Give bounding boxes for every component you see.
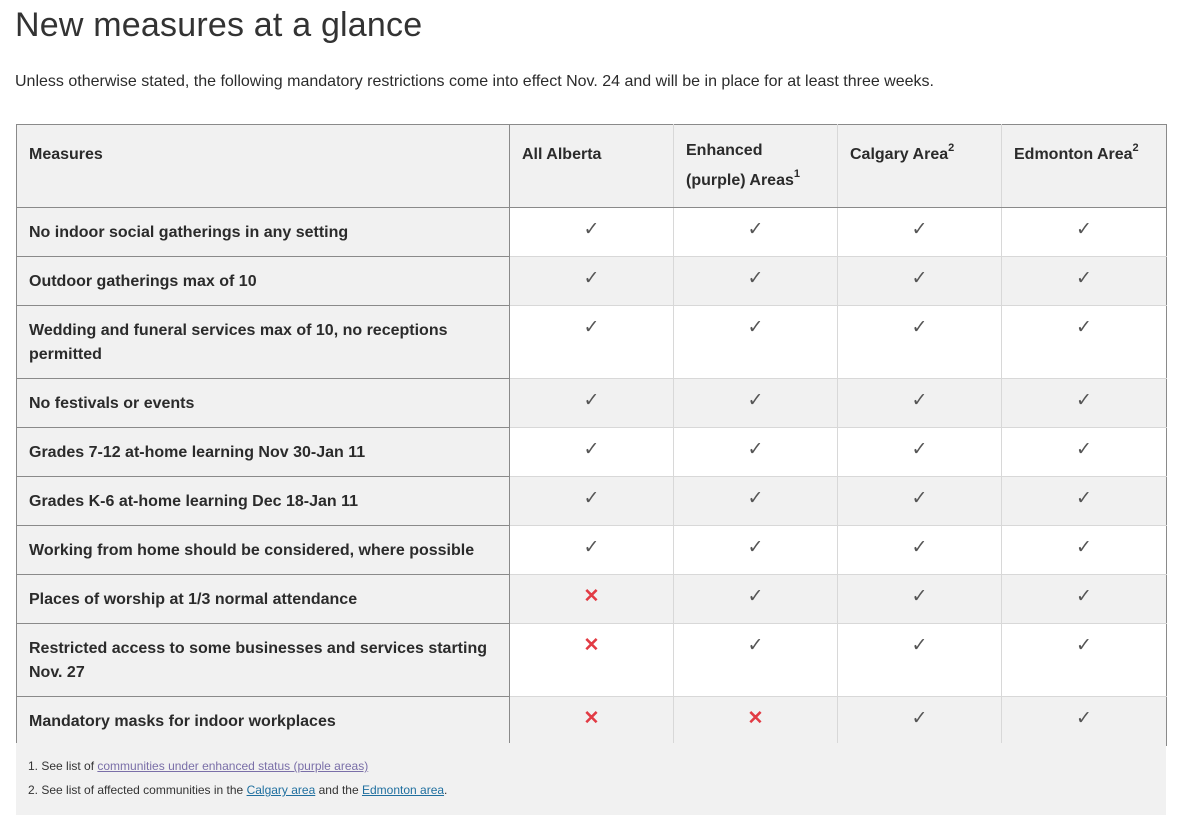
- header-enhanced-areas: Enhanced (purple) Areas$^1$: [674, 125, 838, 208]
- status-cell: [1002, 697, 1167, 746]
- checkmark-icon: ✓: [747, 317, 764, 338]
- footnote-2: 2. See list of affected communities in the Calgary area and the Edmonton area.: [28, 783, 448, 797]
- status-cell: [838, 624, 1002, 697]
- checkmark-icon: ✓: [1076, 268, 1092, 289]
- status-cell: [1002, 306, 1167, 379]
- measure-label: Working from home should be considered, where possible: [17, 526, 510, 575]
- status-cell: [674, 306, 838, 379]
- checkmark-icon: ✓: [747, 268, 764, 289]
- measure-label: Outdoor gatherings max of 10: [17, 257, 510, 306]
- status-cell: [674, 575, 838, 624]
- table-row: [17, 428, 1167, 477]
- checkmark-icon: ✓: [911, 219, 928, 240]
- status-cell: [510, 697, 674, 746]
- page-title: New measures at a glance: [15, 6, 423, 44]
- table-row: [17, 526, 1167, 575]
- table-row: [17, 306, 1167, 379]
- checkmark-icon: ✓: [911, 586, 928, 607]
- checkmark-icon: ✓: [911, 317, 928, 338]
- status-cell: [1002, 208, 1167, 257]
- measure-label: No indoor social gatherings in any setting: [17, 208, 510, 257]
- status-cell: [510, 477, 674, 526]
- status-cell: [510, 306, 674, 379]
- status-cell: [1002, 379, 1167, 428]
- footnote-ref-2: 2: [948, 142, 955, 154]
- footnotes: [16, 743, 1166, 815]
- header-all-alberta: All Alberta: [510, 125, 674, 208]
- measure-label: Places of worship at 1/3 normal attendance: [17, 575, 510, 624]
- status-cell: [674, 477, 838, 526]
- footnote-1: 1. See list of communities under enhanced status (purple areas): [28, 759, 369, 773]
- checkmark-icon: ✓: [747, 390, 764, 411]
- status-cell: [674, 208, 838, 257]
- checkmark-icon: ✓: [1076, 390, 1092, 411]
- status-cell: [838, 257, 1002, 306]
- checkmark-icon: ✓: [747, 439, 764, 460]
- checkmark-icon: ✓: [583, 390, 600, 411]
- checkmark-icon: ✓: [583, 488, 600, 509]
- table-row: [17, 208, 1167, 257]
- measure-label: Restricted access to some businesses and services starting Nov. 27: [17, 624, 510, 697]
- calgary-area-link[interactable]: Calgary area: [246, 783, 316, 797]
- status-cell: [838, 575, 1002, 624]
- checkmark-icon: ✓: [1076, 219, 1092, 240]
- status-cell: [838, 477, 1002, 526]
- footnote-ref-1: 1: [793, 168, 800, 180]
- status-cell: [674, 624, 838, 697]
- header-measures: Measures: [17, 125, 510, 208]
- checkmark-icon: ✓: [747, 219, 764, 240]
- measure-label: No festivals or events: [17, 379, 510, 428]
- status-cell: [838, 428, 1002, 477]
- checkmark-icon: ✓: [1076, 537, 1092, 558]
- status-cell: [838, 379, 1002, 428]
- checkmark-icon: ✓: [911, 268, 928, 289]
- checkmark-icon: ✓: [1076, 439, 1092, 460]
- status-cell: [838, 306, 1002, 379]
- intro-text: Unless otherwise stated, the following mandatory restrictions come into effect Nov. 24 and will be in place for at least three weeks.: [15, 73, 934, 90]
- checkmark-icon: ✓: [911, 390, 928, 411]
- measure-label: Wedding and funeral services max of 10, no receptions permitted: [17, 306, 510, 379]
- status-cell: [674, 257, 838, 306]
- checkmark-icon: ✓: [911, 635, 928, 656]
- checkmark-icon: ✓: [911, 488, 928, 509]
- measures-table: [16, 124, 1167, 746]
- checkmark-icon: ✓: [1076, 586, 1092, 607]
- cross-icon: ✕: [583, 635, 600, 656]
- table-row: [17, 624, 1167, 697]
- status-cell: [674, 428, 838, 477]
- status-cell: [838, 526, 1002, 575]
- cross-icon: ✕: [583, 708, 600, 729]
- status-cell: [674, 526, 838, 575]
- status-cell: [510, 575, 674, 624]
- table-row: [17, 257, 1167, 306]
- checkmark-icon: ✓: [911, 537, 928, 558]
- checkmark-icon: ✓: [1076, 635, 1092, 656]
- checkmark-icon: ✓: [747, 586, 764, 607]
- checkmark-icon: ✓: [911, 708, 928, 729]
- status-cell: [510, 624, 674, 697]
- status-cell: [510, 257, 674, 306]
- checkmark-icon: ✓: [1076, 317, 1092, 338]
- table-row: [17, 575, 1167, 624]
- cross-icon: ✕: [583, 586, 600, 607]
- status-cell: [1002, 624, 1167, 697]
- checkmark-icon: ✓: [1076, 488, 1092, 509]
- checkmark-icon: ✓: [583, 537, 600, 558]
- status-cell: [1002, 428, 1167, 477]
- checkmark-icon: ✓: [583, 439, 600, 460]
- status-cell: [1002, 526, 1167, 575]
- status-cell: [674, 697, 838, 746]
- status-cell: [1002, 257, 1167, 306]
- status-cell: [1002, 477, 1167, 526]
- edmonton-area-link[interactable]: Edmonton area: [361, 783, 445, 797]
- checkmark-icon: ✓: [583, 268, 600, 289]
- checkmark-icon: ✓: [747, 635, 764, 656]
- status-cell: [1002, 575, 1167, 624]
- status-cell: [510, 208, 674, 257]
- status-cell: [510, 379, 674, 428]
- checkmark-icon: ✓: [583, 317, 600, 338]
- status-cell: [838, 208, 1002, 257]
- measure-label: Grades 7-12 at-home learning Nov 30-Jan 11: [17, 428, 510, 477]
- table-row: [17, 477, 1167, 526]
- table-header-row: [17, 125, 1167, 208]
- status-cell: [674, 379, 838, 428]
- status-cell: [838, 697, 1002, 746]
- checkmark-icon: ✓: [1076, 708, 1092, 729]
- measure-label: Grades K-6 at-home learning Dec 18-Jan 11: [17, 477, 510, 526]
- enhanced-communities-link[interactable]: communities under enhanced status (purple areas): [97, 759, 369, 773]
- status-cell: [510, 526, 674, 575]
- header-edmonton-area: Edmonton Area$^2$: [1002, 125, 1167, 208]
- cross-icon: ✕: [747, 708, 764, 729]
- header-calgary-area: Calgary Area$^2$: [838, 125, 1002, 208]
- measure-label: Mandatory masks for indoor workplaces: [17, 697, 510, 746]
- checkmark-icon: ✓: [747, 488, 764, 509]
- table-row: [17, 379, 1167, 428]
- checkmark-icon: ✓: [911, 439, 928, 460]
- table-row: [17, 697, 1167, 746]
- table-body: [17, 208, 1167, 746]
- status-cell: [510, 428, 674, 477]
- checkmark-icon: ✓: [747, 537, 764, 558]
- checkmark-icon: ✓: [583, 219, 600, 240]
- footnote-ref-2: 2: [1132, 142, 1139, 154]
